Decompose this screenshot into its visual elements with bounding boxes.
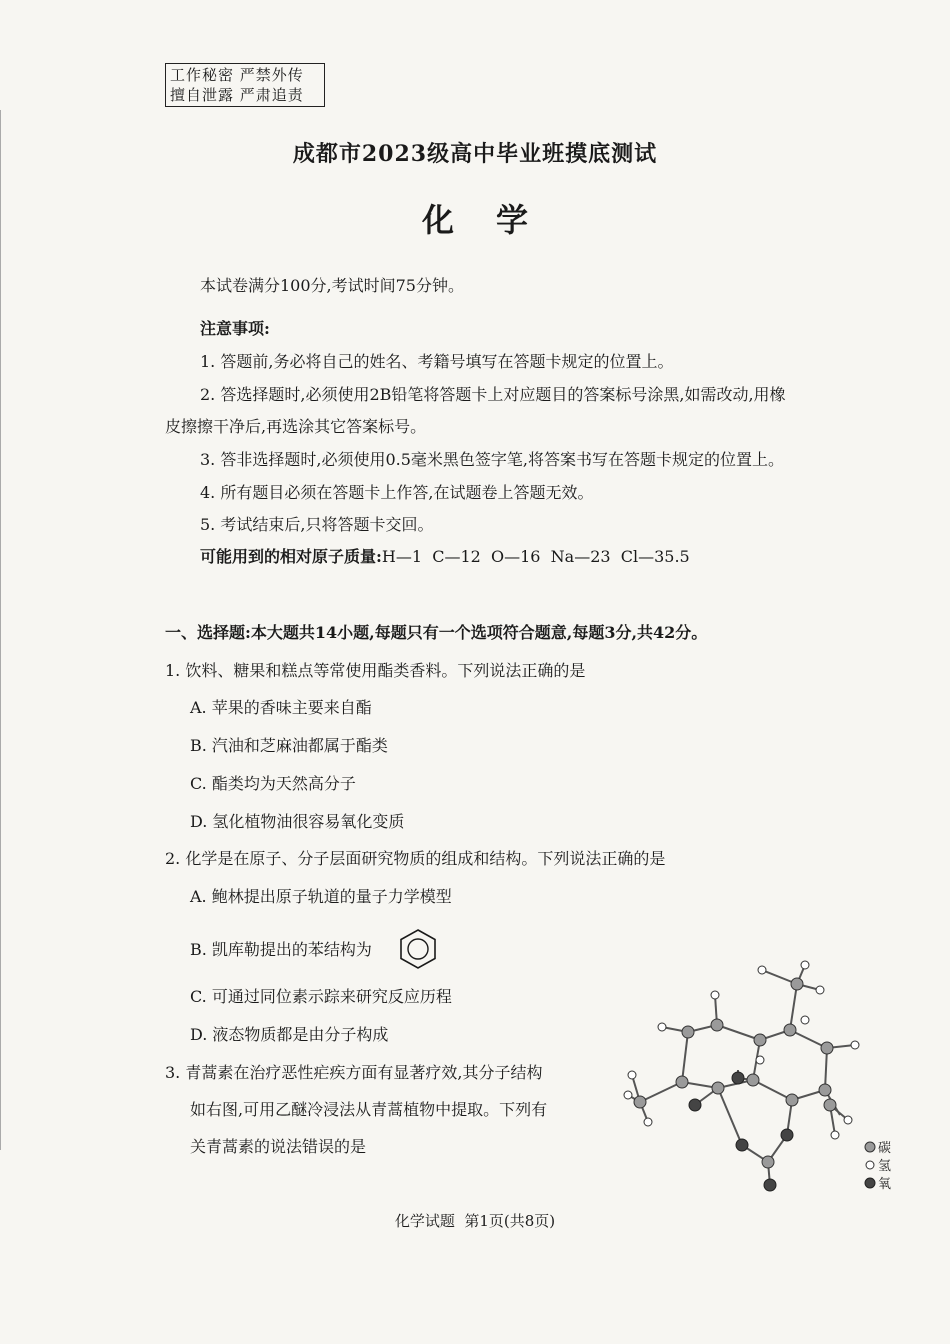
note-item: 1. 答题前,务必将自己的姓名、考籍号填写在答题卡规定的位置上。 (200, 352, 674, 371)
question-1-stem: 1. 饮料、糖果和糕点等常使用酯类香料。下列说法正确的是 (165, 661, 586, 680)
binding-line (0, 110, 1, 1150)
notes-heading: 注意事项: (200, 319, 270, 338)
legend-carbon: 碳 (878, 1141, 892, 1156)
exam-title: 成都市2023级高中毕业班摸底测试 (292, 141, 658, 167)
question-3-stem: 关青蒿素的说法错误的是 (190, 1137, 367, 1156)
section-heading: 一、选择题:本大题共14小题,每题只有一个选项符合题意,每题3分,共42分。 (165, 623, 708, 642)
atomic-mass-line (200, 546, 690, 568)
question-1-option: B. 汽油和芝麻油都属于酯类 (190, 736, 388, 755)
confidential-stamp (165, 63, 325, 107)
question-2-option: A. 鲍林提出原子轨道的量子力学模型 (190, 887, 452, 906)
question-1-option: C. 酯类均为天然高分子 (190, 774, 356, 793)
page-footer: 化学试题 第1页(共8页) (394, 1212, 556, 1230)
note-item: 皮擦擦干净后,再选涂其它答案标号。 (165, 417, 427, 436)
question-3-stem: 如右图,可用乙醚冷浸法从青蒿植物中提取。下列有 (190, 1100, 548, 1119)
note-item: 2. 答选择题时,必须使用2B铅笔将答题卡上对应题目的答案标号涂黑,如需改动,用橡 (200, 385, 786, 404)
stamp-line-1: 工作秘密 严禁外传 (170, 66, 304, 84)
question-3-stem: 3. 青蒿素在治疗恶性疟疾方面有显著疗效,其分子结构 (165, 1063, 543, 1082)
question-1-option: A. 苹果的香味主要来自酯 (190, 698, 372, 717)
stamp-line-2: 擅自泄露 严肃追责 (170, 86, 304, 104)
question-1-option: D. 氢化植物油很容易氧化变质 (190, 812, 405, 831)
benzene-structure-icon (397, 928, 439, 970)
question-2-option: D. 液态物质都是由分子构成 (190, 1025, 389, 1044)
note-item: 3. 答非选择题时,必须使用0.5毫米黑色签字笔,将答案书写在答题卡规定的位置上。 (200, 450, 784, 469)
subject-title: 化学 (421, 201, 570, 239)
exam-intro: 本试卷满分100分,考试时间75分钟。 (200, 276, 464, 295)
note-item: 4. 所有题目必须在答题卡上作答,在试题卷上答题无效。 (200, 483, 594, 502)
question-2-option: C. 可通过同位素示踪来研究反应历程 (190, 987, 452, 1006)
note-item: 5. 考试结束后,只将答题卡交回。 (200, 515, 434, 534)
artemisinin-molecule-diagram (620, 960, 910, 1195)
question-2-stem: 2. 化学是在原子、分子层面研究物质的组成和结构。下列说法正确的是 (165, 849, 666, 868)
legend-oxygen: 氧 (878, 1177, 892, 1192)
atomic-mass-label: 可能用到的相对原子质量: (200, 547, 382, 566)
legend-hydrogen: 氢 (878, 1159, 892, 1174)
question-2-option: B. 凯库勒提出的苯结构为 (190, 940, 372, 959)
atomic-mass-values: H—1 C—12 O—16 Na—23 Cl—35.5 (381, 547, 690, 566)
